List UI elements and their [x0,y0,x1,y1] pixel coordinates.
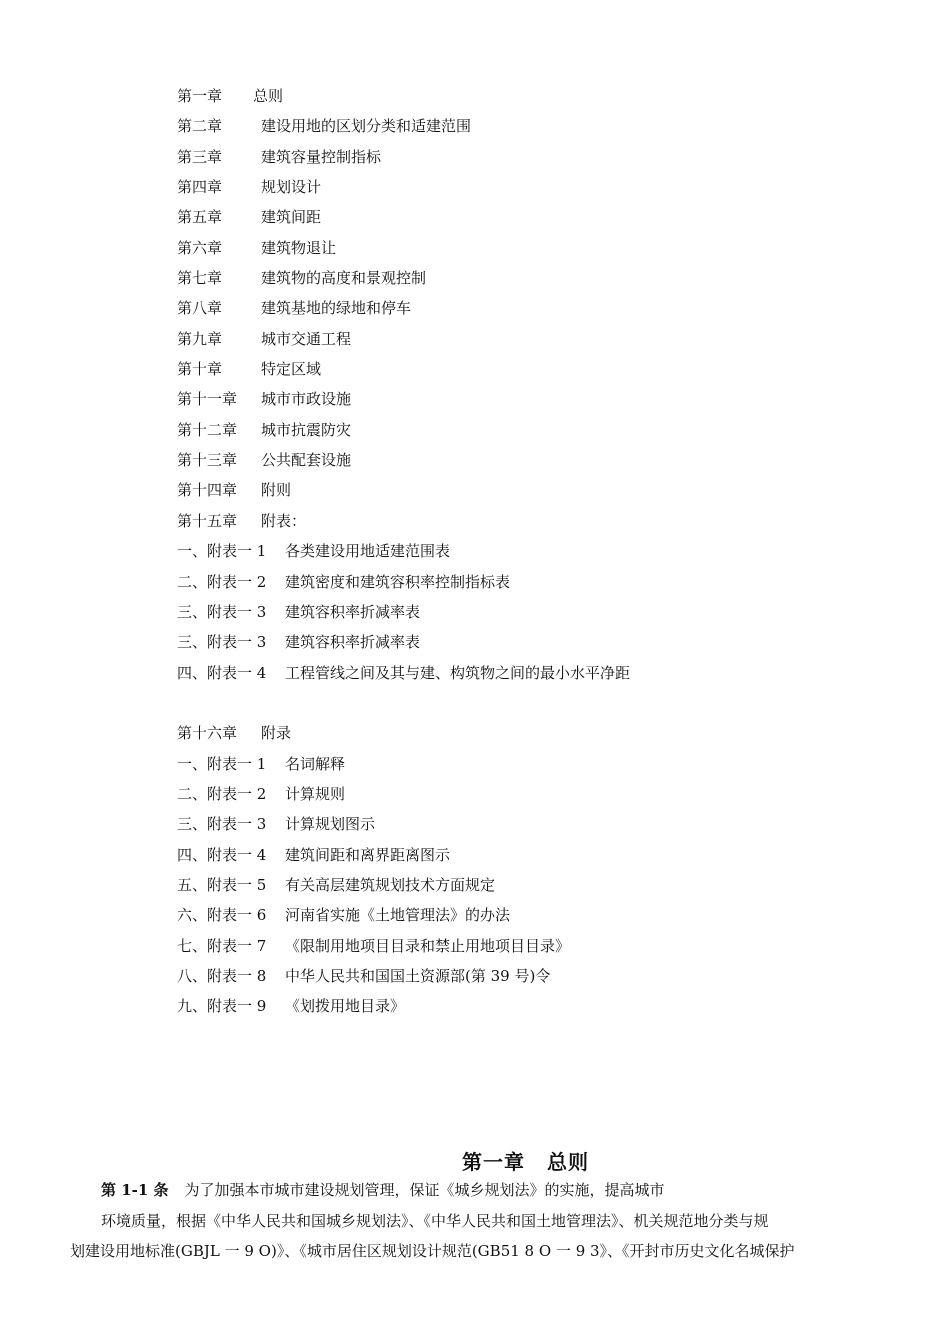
toc-item-number: 第十三章 [177,451,238,470]
toc-appendix-item[interactable] [177,752,897,782]
toc-item-title: 建筑物的高度和景观控制 [261,269,427,288]
toc-item-number: 第十章 [177,360,223,379]
toc-item-title: 名词解释 [285,754,346,773]
toc-item-number: 二、附表一 2 [177,572,267,591]
toc-item-title: 建筑间距和离界距离图示 [285,845,451,864]
toc-item-number: 第七章 [177,269,223,288]
article-paragraph [101,1178,665,1202]
toc-item-title: 计算规则 [285,784,346,803]
toc-item[interactable] [177,296,897,326]
toc-item-number: 七、附表一 7 [177,936,267,955]
toc-table-item[interactable] [177,600,897,630]
toc-item-title: 特定区域 [261,360,322,379]
toc-item-title: 城市市政设施 [261,390,352,409]
toc-table-item[interactable] [177,661,897,691]
toc-item[interactable] [177,175,897,205]
toc-item-number: 第十二章 [177,420,238,439]
toc-item-title: 建筑间距 [261,208,322,227]
toc-item-number: 第十一章 [177,390,238,409]
toc-item-title: 计算规划图示 [285,815,376,834]
toc-item[interactable] [177,418,897,448]
toc-item-title: 公共配套设施 [261,451,352,470]
toc-item-number: 第十五章 [177,511,238,530]
toc-item-title: 中华人民共和国国土资源部(第 39 号)令 [285,966,551,985]
toc-item[interactable] [177,84,897,114]
toc-item-number: 三、附表一 3 [177,815,267,834]
toc-item[interactable] [177,205,897,235]
toc-item-number: 一、附表一 1 [177,542,267,561]
toc-item-title: 河南省实施《土地管理法》的办法 [285,906,511,925]
toc-item-number: 六、附表一 6 [177,906,267,925]
toc-table-item[interactable] [177,630,897,660]
toc-item-number: 二、附表一 2 [177,784,267,803]
toc-item[interactable] [177,387,897,417]
toc-item-number: 三、附表一 3 [177,633,267,652]
chapter-heading-number: 第一章 [462,1150,525,1174]
toc-appendix-item[interactable] [177,903,897,933]
spacer [177,691,897,721]
toc-appendix-item[interactable] [177,964,897,994]
toc-item-number: 五、附表一 5 [177,875,267,894]
toc-item-number: 第九章 [177,329,223,348]
toc-item-number: 第四章 [177,178,223,197]
toc-item-title: 建筑容积率折减率表 [285,602,421,621]
toc-item-number: 第三章 [177,147,223,166]
toc-item-title: 规划设计 [261,178,322,197]
toc-item-number: 四、附表一 4 [177,663,267,682]
toc-appendix-item[interactable] [177,934,897,964]
toc-item-title: 附表： [261,511,307,530]
toc-item-title: 建筑基地的绿地和停车 [261,299,412,318]
paragraph-line: 环境质量，根据《中华人民共和国城乡规划法》、《中华人民共和国土地管理法》、机关规范地分类与规 [101,1212,769,1230]
toc-item-number: 第八章 [177,299,223,318]
toc-item-title: 附则 [261,481,292,500]
toc-appendix-item[interactable] [177,994,897,1024]
toc-item-number: 第二章 [177,117,223,136]
paragraph-line: 划建设用地标准(GBJL 一 9 O)》、《城市居住区规划设计规范(GB51 8 O 一 9 3》、《开封市历史文化名城保护 [70,1242,795,1260]
toc-item[interactable] [177,448,897,478]
toc-item-title: 建筑容积率折减率表 [285,633,421,652]
toc-item[interactable] [177,509,897,539]
chapter-heading [462,1146,589,1175]
toc-item-title: 建筑物退让 [261,238,337,257]
toc-item-title: 附录 [261,724,292,743]
toc-item-title: 《划拨用地目录》 [285,997,406,1016]
toc-item-number: 四、附表一 4 [177,845,267,864]
toc-item-title: 城市抗震防灾 [261,420,352,439]
toc-item-title: 建筑容量控制指标 [261,147,382,166]
toc-appendix-item[interactable] [177,843,897,873]
toc-appendix-item[interactable] [177,782,897,812]
toc-table-item[interactable] [177,539,897,569]
article-number: 第 1-1 条 [101,1181,169,1199]
toc-item-number: 第一章 [177,87,223,105]
toc-item-title: 有关高层建筑规划技术方面规定 [285,875,496,894]
toc-item-title: 城市交通工程 [261,329,352,348]
toc-item-title: 总则 [253,87,284,105]
toc-item[interactable] [177,145,897,175]
toc-item[interactable] [177,266,897,296]
toc-item[interactable] [177,721,897,751]
toc-item[interactable] [177,478,897,508]
toc-item-title: 建设用地的区划分类和适建范围 [261,117,472,136]
toc-item[interactable] [177,114,897,144]
table-of-contents [177,84,897,1025]
toc-item-number: 第六章 [177,238,223,257]
toc-item-number: 九、附表一 9 [177,997,267,1016]
toc-item-title: 各类建设用地适建范围表 [285,542,451,561]
toc-item-number: 第十六章 [177,724,238,743]
toc-item-number: 一、附表一 1 [177,754,267,773]
toc-item-number: 八、附表一 8 [177,966,267,985]
paragraph-line: 为了加强本市城市建设规划管理，保证《城乡规划法》的实施，提高城市 [184,1181,665,1199]
chapter-heading-title: 总则 [547,1150,589,1174]
toc-item-title: 工程管线之间及其与建、构筑物之间的最小水平净距 [285,663,631,682]
toc-item[interactable] [177,327,897,357]
toc-item-number: 第十四章 [177,481,238,500]
toc-item-number: 第五章 [177,208,223,227]
toc-item[interactable] [177,357,897,387]
toc-item-title: 《限制用地项目目录和禁止用地项目目录》 [285,936,571,955]
toc-item-title: 建筑密度和建筑容积率控制指标表 [285,572,511,591]
toc-appendix-item[interactable] [177,873,897,903]
toc-item[interactable] [177,236,897,266]
toc-item-number: 三、附表一 3 [177,602,267,621]
toc-table-item[interactable] [177,570,897,600]
toc-appendix-item[interactable] [177,812,897,842]
